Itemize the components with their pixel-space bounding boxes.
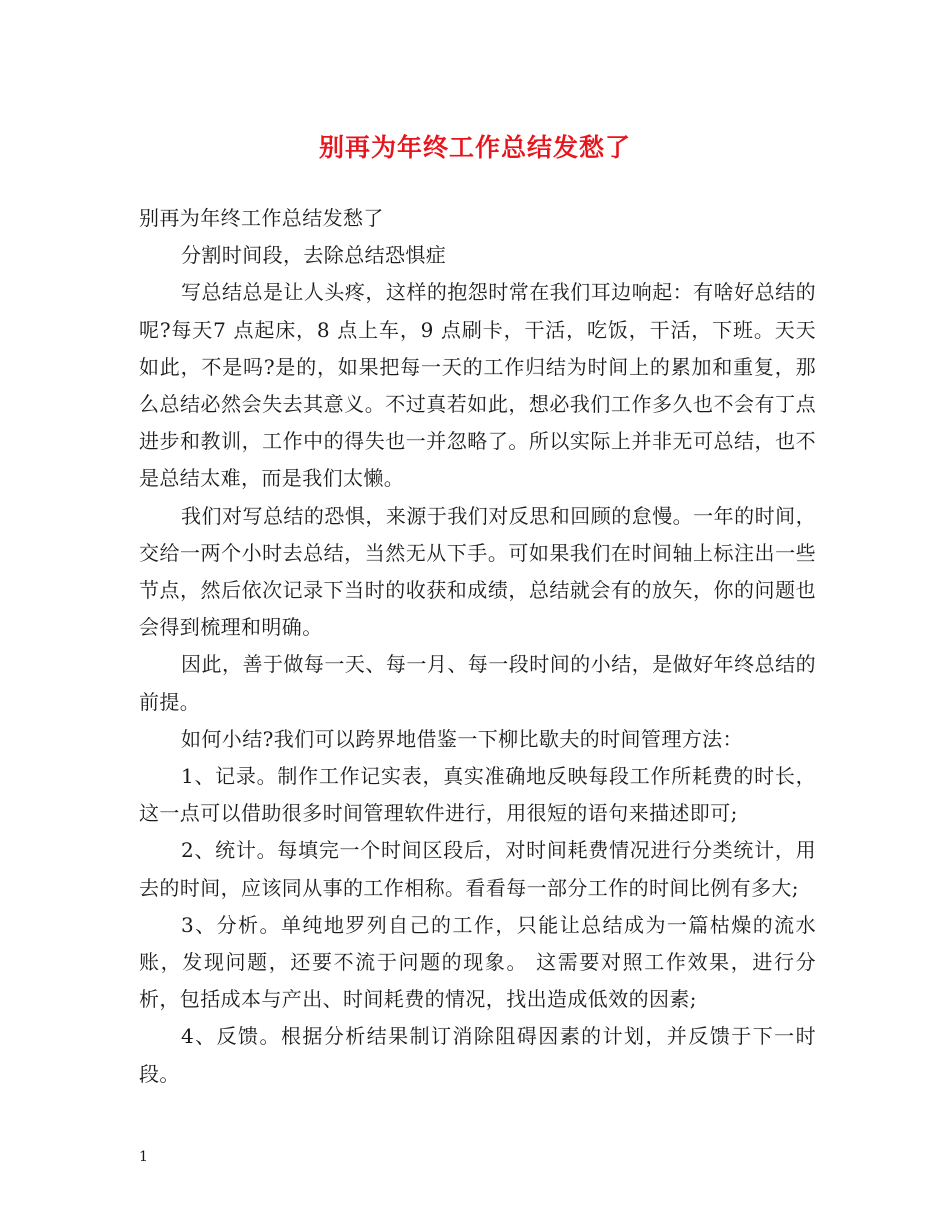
paragraph-4: 如何小结?我们可以跨界地借鉴一下柳比歇夫的时间管理方法： (181, 726, 743, 751)
paragraph-3: 因此，善于做每一天、每一月、每一段时间的小结，是做好年终总结的前提。 (139, 652, 816, 714)
list-item-analysis: 3、分析。单纯地罗列自己的工作，只能让总结成为一篇枯燥的流水账，发现问题，还要不流于问题的现象。 这需要对照工作效果，进行分析，包括成本与产出、时间耗费的情况，找出造成低效的因素; (139, 912, 816, 1012)
paragraph-1: 写总结总是让人头疼，这样的抱怨时常在我们耳边响起：有啥好总结的呢?每天7 点起床，8 点上车，9 点刷卡，干活，吃饭，干活，下班。天天如此，不是吗?是的，如果把每一天的工作归结为时间上的累加和重复，那么总结必然会失去其意义。不过真若如此，想必我们工作多久也不会有丁点进步和教训，工作中的得失也一并忽略了。所以实际上并非无可总结，也不是总结太难，而是我们太懒。 (139, 280, 816, 491)
page-number: 1 (139, 1149, 148, 1165)
document-title: 别再为年终工作总结发愁了 (318, 133, 631, 162)
list-item-feedback: 4、反馈。根据分析结果制订消除阻碍因素的计划，并反馈于下一时段。 (139, 1024, 816, 1086)
body-heading: 别再为年终工作总结发愁了 (139, 206, 384, 230)
section-subtitle: 分割时间段，去除总结恐惧症 (181, 243, 447, 268)
list-item-statistics: 2、统计。每填完一个时间区段后，对时间耗费情况进行分类统计，用去的时间，应该同从事的工作相称。看看每一部分工作的时间比例有多大; (139, 838, 816, 900)
document-body (139, 200, 816, 1093)
paragraph-2: 我们对写总结的恐惧，来源于我们对反思和回顾的怠慢。一年的时间，交给一两个小时去总结，当然无从下手。可如果我们在时间轴上标注出一些节点，然后依次记录下当时的收获和成绩，总结就会有的放矢，你的问题也会得到梳理和明确。 (139, 503, 816, 640)
list-item-record: 1、记录。制作工作记实表，真实准确地反映每段工作所耗费的时长，这一点可以借助很多时间管理软件进行，用很短的语句来描述即可; (139, 764, 816, 826)
